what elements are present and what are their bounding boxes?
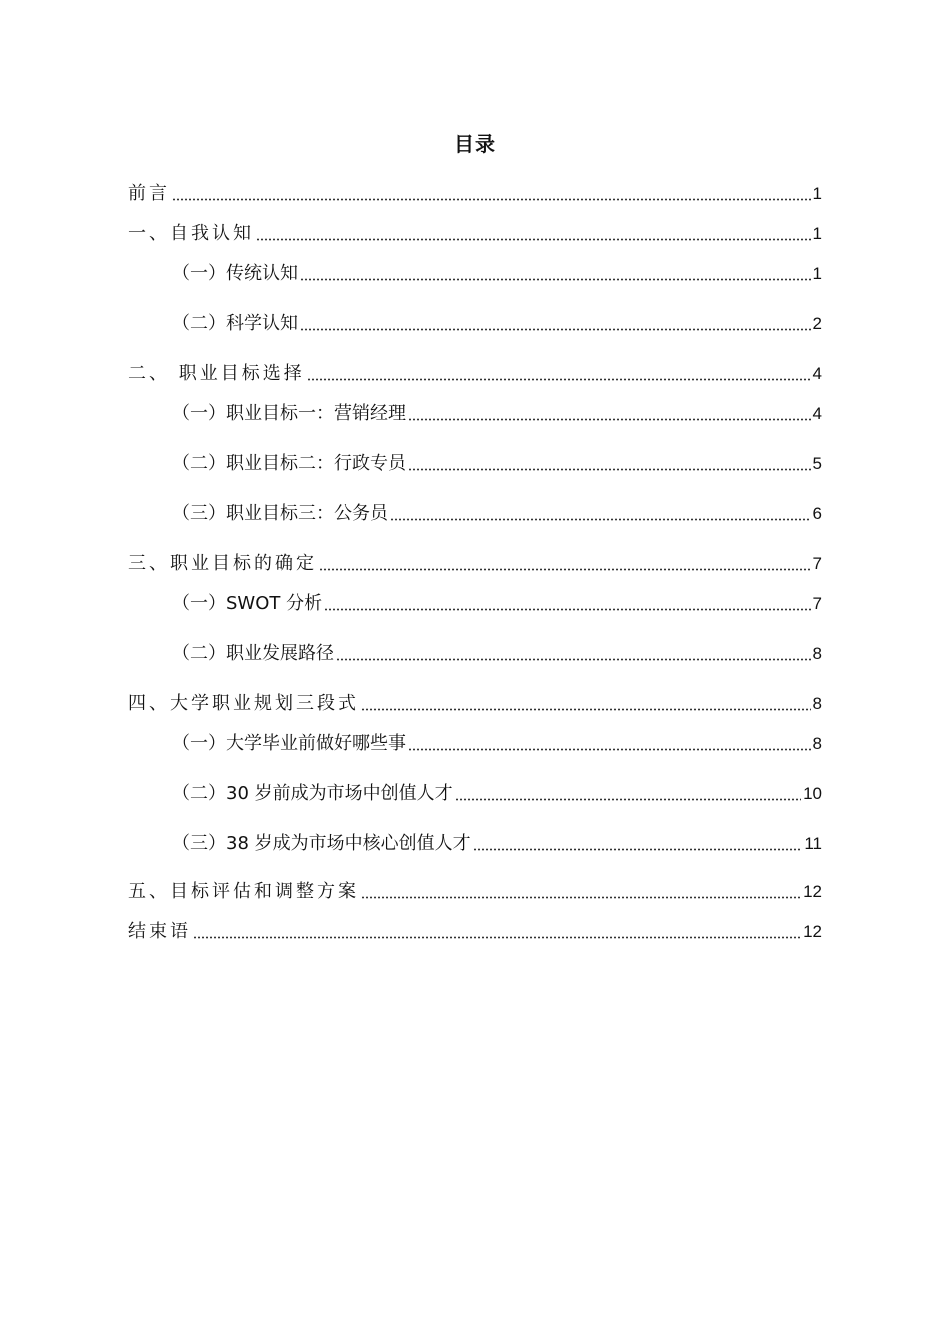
toc-entry-traditional-awareness[interactable]	[172, 260, 822, 288]
toc-dot-leader	[256, 238, 811, 241]
toc-dot-leader	[361, 896, 801, 899]
toc-page-number: 1	[812, 264, 822, 283]
toc-entry-label: 结束语	[128, 921, 191, 942]
toc-entry-goal-one[interactable]	[172, 400, 822, 428]
toc-dot-leader	[300, 328, 811, 331]
toc-page-number: 4	[812, 364, 822, 383]
toc-dot-leader	[408, 468, 811, 471]
toc-page-number: 8	[812, 644, 822, 663]
toc-entry-goal-three[interactable]	[172, 500, 822, 528]
toc-entry-evaluation-adjustment[interactable]	[128, 878, 822, 906]
toc-entry-self-awareness[interactable]	[128, 220, 822, 248]
toc-page-number: 8	[812, 734, 822, 753]
toc-entry-label: 二、 职业目标选择	[128, 363, 305, 384]
toc-page-number: 7	[812, 594, 822, 613]
toc-page-number: 8	[812, 694, 822, 713]
toc-entry-before-thirty[interactable]	[172, 780, 822, 808]
toc-entry-label: （一）传统认知	[172, 263, 298, 284]
toc-entry-label: （一）大学毕业前做好哪些事	[172, 733, 406, 754]
toc-entry-label: 三、职业目标的确定	[128, 553, 317, 574]
toc-entry-swot-analysis[interactable]	[172, 590, 822, 618]
toc-entry-goal-two[interactable]	[172, 450, 822, 478]
toc-page-number: 11	[804, 834, 822, 853]
toc-page-number: 4	[812, 404, 822, 423]
toc-entry-label: （二）科学认知	[172, 313, 298, 334]
toc-entry-label: （一）职业目标一：营销经理	[172, 403, 406, 424]
toc-dot-leader	[455, 798, 801, 801]
toc-page-number: 2	[812, 314, 822, 333]
toc-entry-label: （二）职业发展路径	[172, 643, 334, 664]
toc-entry-label: 前言	[128, 183, 170, 204]
toc-dot-leader	[319, 568, 811, 571]
toc-dot-leader	[361, 708, 811, 711]
toc-entry-three-stage-plan[interactable]	[128, 690, 822, 718]
toc-dot-leader	[324, 608, 810, 611]
toc-dot-leader	[408, 748, 811, 751]
toc-entry-conclusion[interactable]	[128, 918, 822, 946]
toc-entry-label: （一）SWOT 分析	[172, 593, 323, 614]
toc-dot-leader	[390, 518, 811, 521]
toc-page-number: 12	[803, 922, 822, 941]
toc-dot-leader	[473, 848, 803, 851]
toc-entry-career-goal-selection[interactable]	[128, 360, 822, 388]
toc-dot-leader	[172, 198, 811, 201]
toc-entry-label: 一、自我认知	[128, 223, 254, 244]
toc-dot-leader	[300, 278, 811, 281]
toc-entry-label: 五、目标评估和调整方案	[128, 881, 359, 902]
toc-entry-label: （二）职业目标二：行政专员	[172, 453, 406, 474]
toc-entry-at-thirty-eight[interactable]	[172, 830, 822, 858]
toc-entry-goal-determination[interactable]	[128, 550, 822, 578]
toc-page-number: 1	[812, 184, 822, 203]
toc-entry-label: （二）30 岁前成为市场中创值人才	[172, 783, 453, 804]
toc-page-number: 7	[812, 554, 822, 573]
toc-page-number: 1	[812, 224, 822, 243]
toc-entry-preface[interactable]	[128, 180, 822, 208]
toc-page-number: 10	[803, 784, 822, 803]
toc-page-number: 12	[803, 882, 822, 901]
toc-entry-scientific-awareness[interactable]	[172, 310, 822, 338]
toc-dot-leader	[336, 658, 811, 661]
toc-dot-leader	[408, 418, 811, 421]
toc-entry-label: 四、大学职业规划三段式	[128, 693, 359, 714]
toc-title: 目录	[454, 132, 496, 156]
toc-entry-career-path[interactable]	[172, 640, 822, 668]
toc-dot-leader	[307, 378, 811, 381]
toc-entry-label: （三）38 岁成为市场中核心创值人才	[172, 833, 471, 854]
toc-entry-label: （三）职业目标三：公务员	[172, 503, 388, 524]
toc-page-number: 6	[812, 504, 822, 523]
toc-entry-before-graduation[interactable]	[172, 730, 822, 758]
toc-page-number: 5	[812, 454, 822, 473]
toc-dot-leader	[193, 936, 801, 939]
